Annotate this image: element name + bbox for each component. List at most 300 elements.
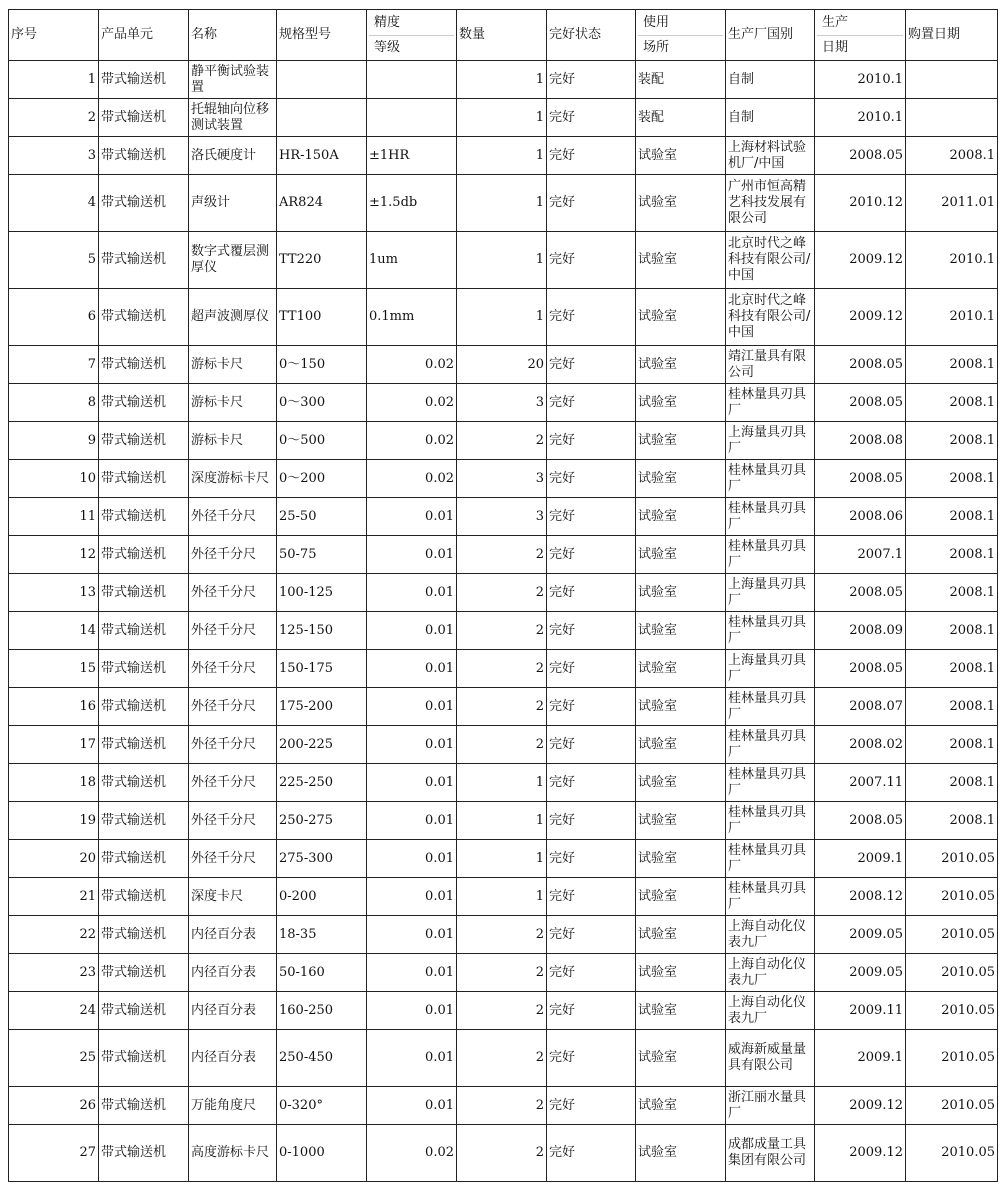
table-row bbox=[9, 289, 998, 346]
cell-condition: 完好 bbox=[547, 346, 636, 384]
table-row bbox=[9, 422, 998, 460]
cell-maker: 桂林量具刃具厂 bbox=[726, 688, 815, 726]
cell-condition: 完好 bbox=[547, 726, 636, 764]
cell-made-date: 2009.11 bbox=[815, 992, 906, 1030]
header-made-line1: 生产 bbox=[817, 10, 903, 36]
cell-precision: 0.01 bbox=[367, 688, 457, 726]
cell-maker: 桂林量具刃具厂 bbox=[726, 726, 815, 764]
header-model: 规格型号 bbox=[277, 10, 367, 61]
cell-purchase-date: 2011.01 bbox=[906, 175, 998, 232]
cell-made-date: 2009.12 bbox=[815, 289, 906, 346]
cell-purchase-date: 2008.1 bbox=[906, 650, 998, 688]
header-precision-line1: 精度 bbox=[369, 10, 454, 36]
cell-name: 内径百分表 bbox=[189, 992, 277, 1030]
cell-condition: 完好 bbox=[547, 954, 636, 992]
cell-model: 0-320° bbox=[277, 1087, 367, 1125]
cell-maker: 上海量具刃具厂 bbox=[726, 422, 815, 460]
cell-name: 外径千分尺 bbox=[189, 688, 277, 726]
cell-precision: 1um bbox=[367, 232, 457, 289]
cell-model: 0～500 bbox=[277, 422, 367, 460]
table-row bbox=[9, 137, 998, 175]
cell-seq: 5 bbox=[9, 232, 99, 289]
table-row bbox=[9, 346, 998, 384]
cell-condition: 完好 bbox=[547, 574, 636, 612]
cell-place: 试验室 bbox=[636, 137, 726, 175]
cell-maker: 自制 bbox=[726, 99, 815, 137]
cell-unit: 带式输送机 bbox=[99, 840, 189, 878]
cell-name: 内径百分表 bbox=[189, 916, 277, 954]
cell-unit: 带式输送机 bbox=[99, 289, 189, 346]
cell-model: 275-300 bbox=[277, 840, 367, 878]
cell-place: 试验室 bbox=[636, 954, 726, 992]
cell-precision: 0.02 bbox=[367, 422, 457, 460]
cell-made-date: 2007.1 bbox=[815, 536, 906, 574]
cell-purchase-date: 2010.1 bbox=[906, 232, 998, 289]
cell-condition: 完好 bbox=[547, 536, 636, 574]
cell-condition: 完好 bbox=[547, 99, 636, 137]
cell-place: 试验室 bbox=[636, 650, 726, 688]
cell-made-date: 2009.05 bbox=[815, 954, 906, 992]
cell-qty: 2 bbox=[457, 916, 547, 954]
cell-maker: 桂林量具刃具厂 bbox=[726, 612, 815, 650]
cell-purchase-date: 2008.1 bbox=[906, 422, 998, 460]
table-row bbox=[9, 574, 998, 612]
cell-purchase-date: 2008.1 bbox=[906, 346, 998, 384]
cell-seq: 25 bbox=[9, 1030, 99, 1087]
cell-seq: 3 bbox=[9, 137, 99, 175]
cell-seq: 22 bbox=[9, 916, 99, 954]
cell-condition: 完好 bbox=[547, 232, 636, 289]
cell-qty: 2 bbox=[457, 726, 547, 764]
cell-condition: 完好 bbox=[547, 498, 636, 536]
cell-maker: 桂林量具刃具厂 bbox=[726, 460, 815, 498]
cell-place: 试验室 bbox=[636, 992, 726, 1030]
cell-maker: 北京时代之峰科技有限公司/中国 bbox=[726, 289, 815, 346]
cell-model bbox=[277, 61, 367, 99]
cell-qty: 2 bbox=[457, 1125, 547, 1182]
header-made-date bbox=[815, 10, 906, 61]
table-row bbox=[9, 992, 998, 1030]
table-row bbox=[9, 802, 998, 840]
table-row bbox=[9, 840, 998, 878]
cell-place: 试验室 bbox=[636, 422, 726, 460]
header-maker: 生产厂国别 bbox=[726, 10, 815, 61]
cell-qty: 2 bbox=[457, 536, 547, 574]
cell-place: 装配 bbox=[636, 61, 726, 99]
cell-model: 50-75 bbox=[277, 536, 367, 574]
cell-unit: 带式输送机 bbox=[99, 384, 189, 422]
cell-qty: 1 bbox=[457, 764, 547, 802]
header-place-line1: 使用 bbox=[638, 10, 723, 36]
cell-place: 试验室 bbox=[636, 688, 726, 726]
cell-purchase-date: 2008.1 bbox=[906, 384, 998, 422]
cell-model: 0-1000 bbox=[277, 1125, 367, 1182]
cell-seq: 2 bbox=[9, 99, 99, 137]
cell-made-date: 2007.11 bbox=[815, 764, 906, 802]
cell-qty: 2 bbox=[457, 612, 547, 650]
cell-made-date: 2010.1 bbox=[815, 61, 906, 99]
cell-unit: 带式输送机 bbox=[99, 422, 189, 460]
table-row bbox=[9, 954, 998, 992]
cell-model: 25-50 bbox=[277, 498, 367, 536]
cell-maker: 桂林量具刃具厂 bbox=[726, 498, 815, 536]
table-row bbox=[9, 726, 998, 764]
cell-model: 225-250 bbox=[277, 764, 367, 802]
cell-precision: 0.01 bbox=[367, 802, 457, 840]
cell-qty: 1 bbox=[457, 840, 547, 878]
cell-unit: 带式输送机 bbox=[99, 612, 189, 650]
cell-purchase-date: 2010.05 bbox=[906, 1125, 998, 1182]
cell-name: 游标卡尺 bbox=[189, 346, 277, 384]
cell-model: 200-225 bbox=[277, 726, 367, 764]
cell-precision: ±1.5db bbox=[367, 175, 457, 232]
cell-condition: 完好 bbox=[547, 422, 636, 460]
table-row bbox=[9, 175, 998, 232]
cell-condition: 完好 bbox=[547, 802, 636, 840]
cell-seq: 12 bbox=[9, 536, 99, 574]
cell-purchase-date: 2008.1 bbox=[906, 137, 998, 175]
cell-unit: 带式输送机 bbox=[99, 536, 189, 574]
cell-made-date: 2008.05 bbox=[815, 460, 906, 498]
header-qty: 数量 bbox=[457, 10, 547, 61]
cell-place: 试验室 bbox=[636, 802, 726, 840]
cell-unit: 带式输送机 bbox=[99, 916, 189, 954]
cell-unit: 带式输送机 bbox=[99, 460, 189, 498]
cell-condition: 完好 bbox=[547, 175, 636, 232]
cell-precision: 0.02 bbox=[367, 460, 457, 498]
cell-unit: 带式输送机 bbox=[99, 574, 189, 612]
cell-name: 外径千分尺 bbox=[189, 612, 277, 650]
cell-qty: 1 bbox=[457, 175, 547, 232]
cell-qty: 3 bbox=[457, 498, 547, 536]
cell-precision: 0.01 bbox=[367, 498, 457, 536]
cell-condition: 完好 bbox=[547, 1030, 636, 1087]
cell-qty: 2 bbox=[457, 650, 547, 688]
cell-unit: 带式输送机 bbox=[99, 99, 189, 137]
cell-maker: 上海自动化仪表九厂 bbox=[726, 954, 815, 992]
cell-maker: 上海自动化仪表九厂 bbox=[726, 916, 815, 954]
cell-name: 万能角度尺 bbox=[189, 1087, 277, 1125]
table-row bbox=[9, 688, 998, 726]
cell-made-date: 2008.12 bbox=[815, 878, 906, 916]
cell-model: 0～200 bbox=[277, 460, 367, 498]
cell-place: 试验室 bbox=[636, 878, 726, 916]
cell-unit: 带式输送机 bbox=[99, 802, 189, 840]
cell-seq: 1 bbox=[9, 61, 99, 99]
cell-qty: 2 bbox=[457, 422, 547, 460]
cell-name: 托辊轴向位移测试装置 bbox=[189, 99, 277, 137]
cell-qty: 2 bbox=[457, 1087, 547, 1125]
cell-name: 外径千分尺 bbox=[189, 764, 277, 802]
cell-seq: 14 bbox=[9, 612, 99, 650]
cell-name: 外径千分尺 bbox=[189, 726, 277, 764]
cell-qty: 3 bbox=[457, 384, 547, 422]
cell-model: 0～300 bbox=[277, 384, 367, 422]
header-condition: 完好状态 bbox=[547, 10, 636, 61]
header-row bbox=[9, 10, 998, 61]
cell-maker: 广州市恒高精艺科技发展有限公司 bbox=[726, 175, 815, 232]
cell-purchase-date: 2008.1 bbox=[906, 764, 998, 802]
cell-made-date: 2008.06 bbox=[815, 498, 906, 536]
cell-name: 超声波测厚仪 bbox=[189, 289, 277, 346]
table-row bbox=[9, 1030, 998, 1087]
cell-condition: 完好 bbox=[547, 460, 636, 498]
cell-qty: 1 bbox=[457, 289, 547, 346]
cell-maker: 上海量具刃具厂 bbox=[726, 650, 815, 688]
cell-unit: 带式输送机 bbox=[99, 764, 189, 802]
cell-condition: 完好 bbox=[547, 1125, 636, 1182]
cell-precision: 0.01 bbox=[367, 992, 457, 1030]
header-name: 名称 bbox=[189, 10, 277, 61]
cell-purchase-date bbox=[906, 61, 998, 99]
cell-unit: 带式输送机 bbox=[99, 878, 189, 916]
cell-place: 试验室 bbox=[636, 384, 726, 422]
table-row bbox=[9, 232, 998, 289]
cell-precision: ±1HR bbox=[367, 137, 457, 175]
cell-purchase-date: 2010.05 bbox=[906, 878, 998, 916]
cell-name: 外径千分尺 bbox=[189, 840, 277, 878]
table-row bbox=[9, 61, 998, 99]
cell-unit: 带式输送机 bbox=[99, 650, 189, 688]
cell-name: 外径千分尺 bbox=[189, 574, 277, 612]
header-purchase-date: 购置日期 bbox=[906, 10, 998, 61]
cell-model: AR824 bbox=[277, 175, 367, 232]
cell-maker: 桂林量具刃具厂 bbox=[726, 764, 815, 802]
cell-name: 数字式覆层测厚仪 bbox=[189, 232, 277, 289]
cell-condition: 完好 bbox=[547, 916, 636, 954]
cell-place: 试验室 bbox=[636, 916, 726, 954]
cell-purchase-date: 2010.05 bbox=[906, 916, 998, 954]
cell-condition: 完好 bbox=[547, 650, 636, 688]
cell-condition: 完好 bbox=[547, 137, 636, 175]
cell-seq: 19 bbox=[9, 802, 99, 840]
cell-precision: 0.01 bbox=[367, 916, 457, 954]
cell-precision: 0.01 bbox=[367, 574, 457, 612]
cell-maker: 桂林量具刃具厂 bbox=[726, 384, 815, 422]
cell-precision: 0.01 bbox=[367, 612, 457, 650]
cell-made-date: 2010.12 bbox=[815, 175, 906, 232]
cell-place: 试验室 bbox=[636, 840, 726, 878]
cell-model bbox=[277, 99, 367, 137]
cell-purchase-date: 2010.05 bbox=[906, 1030, 998, 1087]
cell-seq: 7 bbox=[9, 346, 99, 384]
cell-precision: 0.1mm bbox=[367, 289, 457, 346]
cell-purchase-date: 2008.1 bbox=[906, 688, 998, 726]
cell-seq: 10 bbox=[9, 460, 99, 498]
cell-purchase-date: 2008.1 bbox=[906, 574, 998, 612]
header-place-line2: 场所 bbox=[643, 40, 670, 55]
table-row bbox=[9, 460, 998, 498]
header-precision bbox=[367, 10, 457, 61]
cell-seq: 18 bbox=[9, 764, 99, 802]
cell-qty: 3 bbox=[457, 460, 547, 498]
table-row bbox=[9, 99, 998, 137]
cell-condition: 完好 bbox=[547, 840, 636, 878]
cell-seq: 6 bbox=[9, 289, 99, 346]
cell-qty: 20 bbox=[457, 346, 547, 384]
cell-made-date: 2008.05 bbox=[815, 574, 906, 612]
header-precision-line2: 等级 bbox=[374, 40, 401, 55]
cell-seq: 9 bbox=[9, 422, 99, 460]
cell-maker: 上海自动化仪表九厂 bbox=[726, 992, 815, 1030]
cell-model: 0-200 bbox=[277, 878, 367, 916]
cell-unit: 带式输送机 bbox=[99, 175, 189, 232]
cell-purchase-date: 2010.05 bbox=[906, 992, 998, 1030]
cell-name: 静平衡试验装置 bbox=[189, 61, 277, 99]
cell-condition: 完好 bbox=[547, 992, 636, 1030]
cell-made-date: 2009.12 bbox=[815, 232, 906, 289]
cell-place: 试验室 bbox=[636, 726, 726, 764]
cell-purchase-date: 2008.1 bbox=[906, 460, 998, 498]
cell-made-date: 2008.05 bbox=[815, 137, 906, 175]
cell-name: 深度游标卡尺 bbox=[189, 460, 277, 498]
header-seq: 序号 bbox=[9, 10, 99, 61]
cell-made-date: 2008.05 bbox=[815, 346, 906, 384]
cell-purchase-date: 2008.1 bbox=[906, 802, 998, 840]
cell-condition: 完好 bbox=[547, 1087, 636, 1125]
cell-place: 试验室 bbox=[636, 498, 726, 536]
cell-seq: 26 bbox=[9, 1087, 99, 1125]
cell-made-date: 2008.02 bbox=[815, 726, 906, 764]
cell-unit: 带式输送机 bbox=[99, 1087, 189, 1125]
cell-condition: 完好 bbox=[547, 289, 636, 346]
header-place bbox=[636, 10, 726, 61]
cell-condition: 完好 bbox=[547, 688, 636, 726]
cell-made-date: 2008.08 bbox=[815, 422, 906, 460]
cell-condition: 完好 bbox=[547, 612, 636, 650]
cell-place: 试验室 bbox=[636, 1030, 726, 1087]
cell-qty: 2 bbox=[457, 688, 547, 726]
table-row bbox=[9, 1125, 998, 1182]
cell-purchase-date: 2008.1 bbox=[906, 498, 998, 536]
cell-qty: 1 bbox=[457, 802, 547, 840]
cell-maker: 浙江丽水量具厂 bbox=[726, 1087, 815, 1125]
cell-condition: 完好 bbox=[547, 61, 636, 99]
cell-unit: 带式输送机 bbox=[99, 688, 189, 726]
cell-seq: 11 bbox=[9, 498, 99, 536]
cell-seq: 17 bbox=[9, 726, 99, 764]
cell-seq: 16 bbox=[9, 688, 99, 726]
cell-purchase-date bbox=[906, 99, 998, 137]
table-row bbox=[9, 916, 998, 954]
cell-qty: 2 bbox=[457, 1030, 547, 1087]
cell-made-date: 2008.05 bbox=[815, 384, 906, 422]
cell-qty: 2 bbox=[457, 992, 547, 1030]
cell-maker: 上海量具刃具厂 bbox=[726, 574, 815, 612]
cell-place: 试验室 bbox=[636, 1125, 726, 1182]
cell-name: 游标卡尺 bbox=[189, 384, 277, 422]
table-row bbox=[9, 384, 998, 422]
cell-purchase-date: 2008.1 bbox=[906, 612, 998, 650]
cell-precision: 0.01 bbox=[367, 764, 457, 802]
cell-maker: 威海新威量量具有限公司 bbox=[726, 1030, 815, 1087]
cell-made-date: 2009.1 bbox=[815, 1030, 906, 1087]
cell-qty: 2 bbox=[457, 574, 547, 612]
cell-made-date: 2009.05 bbox=[815, 916, 906, 954]
cell-model: 160-250 bbox=[277, 992, 367, 1030]
cell-name: 游标卡尺 bbox=[189, 422, 277, 460]
cell-qty: 1 bbox=[457, 878, 547, 916]
cell-made-date: 2009.1 bbox=[815, 840, 906, 878]
cell-model: 150-175 bbox=[277, 650, 367, 688]
cell-precision: 0.01 bbox=[367, 650, 457, 688]
cell-model: 125-150 bbox=[277, 612, 367, 650]
cell-seq: 8 bbox=[9, 384, 99, 422]
cell-precision bbox=[367, 61, 457, 99]
cell-unit: 带式输送机 bbox=[99, 1125, 189, 1182]
cell-condition: 完好 bbox=[547, 764, 636, 802]
cell-qty: 1 bbox=[457, 99, 547, 137]
cell-place: 试验室 bbox=[636, 574, 726, 612]
cell-seq: 15 bbox=[9, 650, 99, 688]
cell-maker: 桂林量具刃具厂 bbox=[726, 536, 815, 574]
cell-model: 100-125 bbox=[277, 574, 367, 612]
cell-made-date: 2010.1 bbox=[815, 99, 906, 137]
cell-place: 装配 bbox=[636, 99, 726, 137]
cell-precision: 0.01 bbox=[367, 1087, 457, 1125]
cell-name: 声级计 bbox=[189, 175, 277, 232]
cell-unit: 带式输送机 bbox=[99, 954, 189, 992]
cell-place: 试验室 bbox=[636, 346, 726, 384]
cell-precision bbox=[367, 99, 457, 137]
cell-made-date: 2009.12 bbox=[815, 1125, 906, 1182]
cell-made-date: 2009.12 bbox=[815, 1087, 906, 1125]
cell-maker: 靖江量具有限公司 bbox=[726, 346, 815, 384]
cell-condition: 完好 bbox=[547, 384, 636, 422]
cell-seq: 13 bbox=[9, 574, 99, 612]
cell-precision: 0.01 bbox=[367, 954, 457, 992]
cell-unit: 带式输送机 bbox=[99, 232, 189, 289]
cell-maker: 上海材料试验机厂/中国 bbox=[726, 137, 815, 175]
table-row bbox=[9, 650, 998, 688]
cell-place: 试验室 bbox=[636, 1087, 726, 1125]
cell-name: 内径百分表 bbox=[189, 1030, 277, 1087]
cell-unit: 带式输送机 bbox=[99, 992, 189, 1030]
cell-precision: 0.02 bbox=[367, 384, 457, 422]
equipment-table bbox=[8, 9, 998, 1182]
cell-maker: 自制 bbox=[726, 61, 815, 99]
table-row bbox=[9, 612, 998, 650]
cell-made-date: 2008.09 bbox=[815, 612, 906, 650]
cell-precision: 0.02 bbox=[367, 346, 457, 384]
cell-name: 外径千分尺 bbox=[189, 536, 277, 574]
cell-name: 深度卡尺 bbox=[189, 878, 277, 916]
cell-unit: 带式输送机 bbox=[99, 1030, 189, 1087]
cell-precision: 0.01 bbox=[367, 536, 457, 574]
cell-precision: 0.01 bbox=[367, 878, 457, 916]
cell-purchase-date: 2008.1 bbox=[906, 726, 998, 764]
cell-seq: 4 bbox=[9, 175, 99, 232]
cell-purchase-date: 2010.1 bbox=[906, 289, 998, 346]
cell-unit: 带式输送机 bbox=[99, 137, 189, 175]
cell-model: 0～150 bbox=[277, 346, 367, 384]
cell-seq: 21 bbox=[9, 878, 99, 916]
cell-model: TT220 bbox=[277, 232, 367, 289]
cell-place: 试验室 bbox=[636, 764, 726, 802]
table-body bbox=[9, 61, 998, 1182]
header-unit: 产品单元 bbox=[99, 10, 189, 61]
cell-model: 250-450 bbox=[277, 1030, 367, 1087]
cell-seq: 23 bbox=[9, 954, 99, 992]
cell-maker: 北京时代之峰科技有限公司/中国 bbox=[726, 232, 815, 289]
table-row bbox=[9, 878, 998, 916]
cell-maker: 成都成量工具集团有限公司 bbox=[726, 1125, 815, 1182]
table-row bbox=[9, 536, 998, 574]
table-row bbox=[9, 498, 998, 536]
cell-place: 试验室 bbox=[636, 289, 726, 346]
cell-unit: 带式输送机 bbox=[99, 726, 189, 764]
cell-name: 外径千分尺 bbox=[189, 650, 277, 688]
